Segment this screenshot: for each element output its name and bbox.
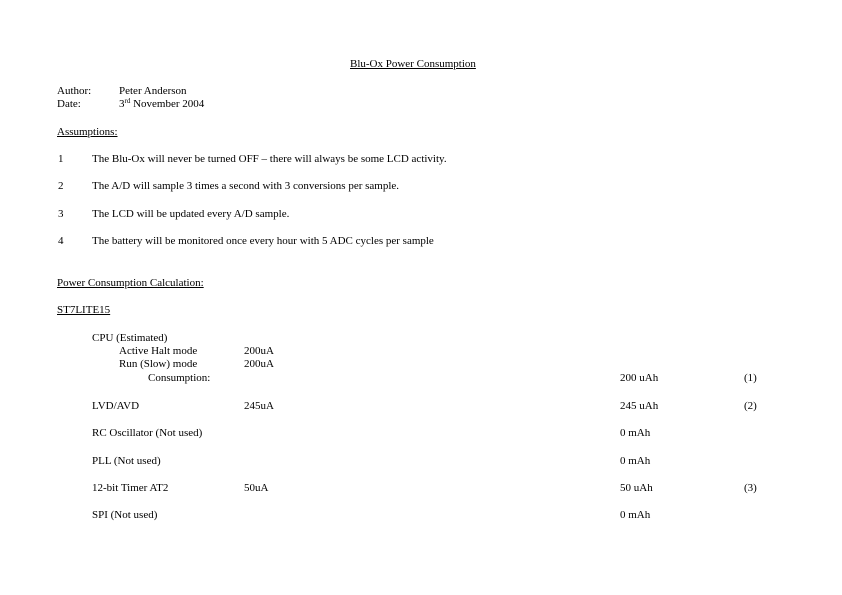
row-consumption: 0 mAh [620, 509, 651, 521]
row-label: PLL (Not used) [92, 455, 161, 467]
row-consumption: 50 uAh [620, 482, 653, 494]
row-current: 50uA [244, 482, 269, 494]
run-slow-value: 200uA [244, 358, 274, 370]
row-consumption: 245 uAh [620, 400, 659, 412]
device-name: ST7LITE15 [57, 304, 111, 316]
row-current: 245uA [244, 400, 274, 412]
cpu-consumption-label: Consumption: [148, 372, 211, 384]
assumption-text: The Blu-Ox will never be turned OFF – there will always be some LCD activity. [92, 153, 447, 165]
assumption-number: 3 [58, 208, 64, 220]
author-value: Peter Anderson [119, 85, 187, 97]
row-consumption: 0 mAh [620, 427, 651, 439]
row-consumption: 0 mAh [620, 455, 651, 467]
calculation-heading: Power Consumption Calculation: [57, 277, 204, 289]
row-label: LVD/AVD [92, 400, 140, 412]
row-label: 12-bit Timer AT2 [92, 482, 169, 494]
row-label: SPI (Not used) [92, 509, 158, 521]
date-value [119, 98, 204, 111]
run-slow-label: Run (Slow) mode [119, 358, 198, 370]
date-day: 3 [119, 98, 125, 110]
active-halt-label: Active Halt mode [119, 345, 198, 357]
cpu-note: (1) [744, 372, 757, 384]
cpu-label: CPU (Estimated) [92, 332, 168, 344]
assumption-number: 4 [58, 235, 64, 247]
assumption-text: The battery will be monitored once every hour with 5 ADC cycles per sample [92, 235, 434, 247]
page-title: Blu-Ox Power Consumption [350, 58, 476, 70]
date-suffix: rd [124, 97, 131, 105]
assumption-number: 2 [58, 180, 64, 192]
author-label: Author: [57, 85, 92, 97]
assumption-number: 1 [58, 153, 64, 165]
assumption-text: The A/D will sample 3 times a second with 3 conversions per sample. [92, 180, 400, 192]
row-label: RC Oscillator (Not used) [92, 427, 203, 439]
row-note: (2) [744, 400, 757, 412]
assumptions-heading: Assumptions: [57, 126, 118, 138]
cpu-consumption-value: 200 uAh [620, 372, 659, 384]
assumption-text: The LCD will be updated every A/D sample. [92, 208, 290, 220]
row-note: (3) [744, 482, 757, 494]
date-label: Date: [57, 98, 81, 110]
date-rest: November 2004 [133, 98, 205, 110]
active-halt-value: 200uA [244, 345, 274, 357]
